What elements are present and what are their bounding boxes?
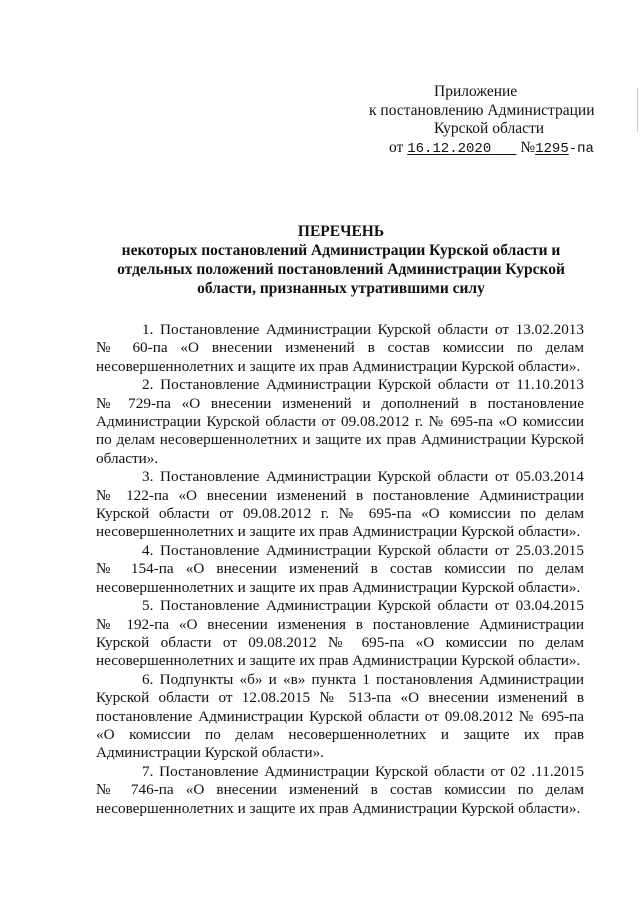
list-item: 2. Постановление Администрации Курской области от 11.10.2013 № 729-па «О внесении изменений и дополнений в постановление Администрации Курской области от 09.08.2012 г. № 695-па «О комиссии по делам несовершеннолетних и защите их прав Администрации Курской области». xyxy=(96,376,584,467)
appendix-resolution-ref: к постановлению Администрации xyxy=(369,101,595,119)
appendix-label: Приложение xyxy=(434,83,518,100)
date-prefix: от xyxy=(389,138,404,156)
list-item: 5. Постановление Администрации Курской области от 03.04.2015 № 192-па «О внесении изменения в постановление Администрации Курской области от 09.08.2012 № 695-па «О комиссии по делам несовершеннолетних и защите их прав Администрации Курской области». xyxy=(96,597,584,670)
appendix-date-number xyxy=(360,139,600,159)
number-sign: № xyxy=(520,138,536,156)
list-item: 6. Подпункты «б» и «в» пункта 1 постановления Администрации Курской области от 12.08.2015 № 513-па «О внесении изменений в постановление Администрации Курской области от 09.08.2012 № 695-па «О комиссии по делам несовершеннолетних и защите их прав Администрации Курской области». xyxy=(96,670,584,762)
list-item: 1. Постановление Администрации Курской области от 13.02.2013 № 60-па «О внесении изменений в состав комиссии по делам несовершеннолетних и защите их прав Администрации Курской области». xyxy=(96,321,584,375)
document-title-block xyxy=(96,222,586,298)
resolution-number: 1295 xyxy=(535,140,569,157)
list-item: 3. Постановление Администрации Курской области от 05.03.2014 № 122-па «О внесении изменений в постановление Администрации Курской области от 09.08.2012 г. № 695-па «О комиссии по делам несовершеннолетних и защите их прав Администрации Курской области». xyxy=(96,468,584,541)
number-suffix: -па xyxy=(568,140,594,157)
list-item: 7. Постановление Администрации Курской области от 02 .11.2015 № 746-па «О внесении изменений в состав комиссии по делам несовершеннолетних и защите их прав Администрации Курской области». xyxy=(96,762,584,817)
document-title: ПЕРЕЧЕНЬ xyxy=(297,223,385,240)
appendix-header xyxy=(360,83,600,158)
resolution-date: 16.12.2020 xyxy=(407,140,492,157)
list-item: 4. Постановление Администрации Курской области от 25.03.2015 № 154-па «О внесении изменений в состав комиссии по делам несовершеннолетних и защите их прав Администрации Курской области». xyxy=(96,541,584,596)
document-subtitle: некоторых постановлений Администрации Курской области и отдельных положений постановлений Администрации Курской области, признанных утратившими силу xyxy=(117,242,565,297)
items-list xyxy=(96,321,584,818)
appendix-region: Курской области xyxy=(434,120,545,137)
scan-edge-mark xyxy=(637,88,638,132)
